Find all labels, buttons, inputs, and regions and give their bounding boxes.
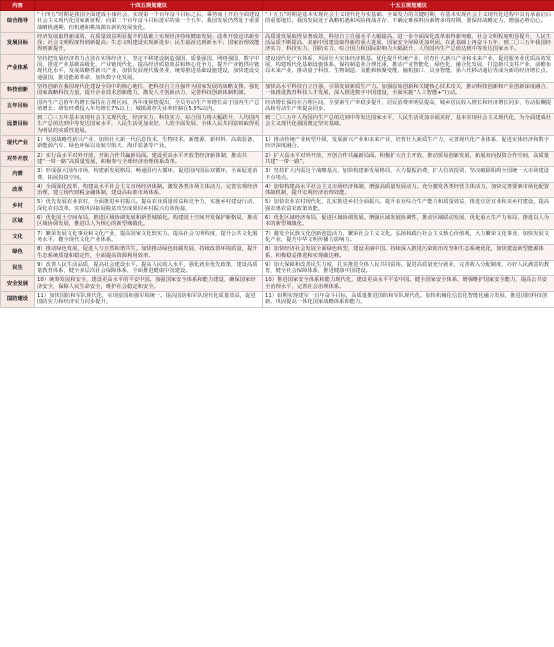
cell-14th-plan: 坚持创新在我国现代化建设全局中的核心地位，把科技自立自强作为国家发展的战略支撑。强化国家战略科技力量，提升企业技术创新能力，激发人才创新活力，完善科技创新体制机制。 <box>35 82 263 98</box>
table-row <box>1 82 554 98</box>
cell-15th-plan: 5）加快农业农村现代化，扎实推进乡村全面振兴。提升农业综合生产能力和质量效益，推进宜居宜业和美乡村建设，提高强农惠农富农政策效能。 <box>263 198 554 214</box>
cell-14th-plan: 1）发展战略性新兴产业，加快壮大新一代信息技术、生物技术、新能源、新材料、高端装备、新能源汽车、绿色环保以及航空航天、海洋装备等产业。 <box>35 136 263 152</box>
cell-15th-plan: 10）推进国家安全体系和能力现代化，建设更高水平平安中国。健全国家安全体系，增强维护国家安全能力，提高公共安全治理水平，完善社会治理体系。 <box>263 276 554 292</box>
cell-15th-plan: 7）激发全民族文化创新创造活力，繁荣社会主义文化。弘扬和践行社会主义核心价值观，大力繁荣文化事业，加快发展文化产业，提升中华文明传播力影响力。 <box>263 229 554 245</box>
cell-15th-plan: 1）推动传统产业转型升级，发展新兴产业和未来产业，培育壮大新质生产力，完善现代化产业体系，促进实体经济和数字经济深度融合。 <box>263 136 554 152</box>
cell-14th-plan: 11）加快国防和军队现代化，实现富国和强军相统一。提高国防和军队现代化质量效益，促进国防实力和经济实力同步提升。 <box>35 291 263 307</box>
row-label: 文化 <box>1 229 35 245</box>
row-label: 绿色 <box>1 245 35 261</box>
table-row <box>1 98 554 114</box>
row-label: 内需 <box>1 167 35 183</box>
row-label: 发展目标 <box>1 32 35 54</box>
row-label: 乡村 <box>1 198 35 214</box>
cell-15th-plan: 8）加快经济社会发展全面绿色转型，建设美丽中国。持续深入推进污染防治攻坚和生态系统优化，加快建设新型能源体系，积极稳妥推进和实现碳达峰。 <box>263 245 554 261</box>
row-label: 综合指导 <box>1 11 35 33</box>
table-row <box>1 54 554 82</box>
table-row <box>1 198 554 214</box>
cell-14th-plan: 坚持把发展经济着力点放在实体经济上，坚定不移建设制造强国、质量强国、网络强国、数字中国，推进产业基础高级化、产业链现代化，提高经济质量效益和核心竞争力。提升产业链供应链现代化水平，发展战略性新兴产业，加快发展现代服务业，统筹推进基础设施建设，加快建设交通强国，推进能源革命，加快数字化发展。 <box>35 54 263 82</box>
row-label: 产业体系 <box>1 54 35 82</box>
table-row <box>1 114 554 136</box>
cell-14th-plan: 2）实行高水平对外开放，开拓合作共赢新局面。建设更高水平开放型经济新体制，推动共建“一带一路”高质量发展，积极参与全球经济治理体系改革。 <box>35 151 263 167</box>
cell-14th-plan: 8）推动绿色发展，促进人与自然和谐共生。加快推动绿色低碳发展，持续改善环境质量，提升生态系统质量和稳定性，全面提高资源利用效率。 <box>35 245 263 261</box>
row-label: 现代产业 <box>1 136 35 152</box>
cell-15th-plan: 经济增长保持在合理区间，全要素生产率稳步提升，居民消费率明显提高，城乡居民收入增长和经济增长同步，劳动报酬提高和劳动生产率提高同步。 <box>263 98 554 114</box>
table-row <box>1 276 554 292</box>
header-15th-plan: 十五五规划建议 <box>263 1 554 11</box>
cell-15th-plan: 9）加大保障和改善民生力度，扎实推进全体人民共同富裕。促进高质量充分就业，完善收入分配制度，办好人民满意的教育，健全社会保障体系，推进健康中国建设。 <box>263 260 554 276</box>
row-label: 改革 <box>1 182 35 198</box>
table-row <box>1 167 554 183</box>
table-row <box>1 245 554 261</box>
cell-15th-plan: 11）如期实现建军一百年奋斗目标，高质量推进国防和军队现代化。加快机械化信息化智能化融合发展，推进国防科技创新，巩固提高一体化国家战略体系和能力。 <box>263 291 554 307</box>
cell-15th-plan: 到二〇三五年人均国内生产总值达到中等发达国家水平，人民生活更加幸福美好，基本实现社会主义现代化，为全面建成社会主义现代化强国奠定坚实基础。 <box>263 114 554 136</box>
table-row <box>1 182 554 198</box>
cell-14th-plan: 5）优先发展农业农村，全面推进乡村振兴。提高农业质量效益和竞争力，实施乡村建设行动，深化农村改革，实现巩固拓展脱贫攻坚成果同乡村振兴有效衔接。 <box>35 198 263 214</box>
table-row <box>1 229 554 245</box>
row-label: 五年目标 <box>1 98 35 114</box>
cell-15th-plan: 2）扩大高水平对外开放，开创合作共赢新局面。积极扩大自主开放，推动贸易创新发展，拓展双向投资合作空间，高质量共建“一带一路”。 <box>263 151 554 167</box>
table-row <box>1 151 554 167</box>
cell-15th-plan: 高质量发展取得显著成效，科技自立自强水平大幅提高，进一步全面深化改革取得新突破，社会文明程度明显提升，人民生活品质不断提高，美丽中国建设取得新的重大进展，国家安全屏障更加巩固。在此基础上再奋斗五年，到二〇三五年我国经济实力、科技实力、国防实力、综合国力和国际影响力大幅跃升，人均国内生产总值达到中等发达国家水平。 <box>263 32 554 54</box>
cell-15th-plan: 建设现代化产业体系，巩固壮大实体经济根基。优化提升传统产业，培育壮大新兴产业和未来产业，促进服务业优质高效发展，构建现代化基础设施体系。保持制造业合理比重，推动产业智能化、绿色化、融合化发展，打造新兴支柱产业，前瞻布局未来产业，推动量子科技、生物制造、氢能和核聚变能、脑机接口、具身智能、第六代移动通信等成为新的经济增长点。 <box>263 54 554 82</box>
cell-14th-plan: 9）改善人民生活品质，提高社会建设水平。提高人民收入水平，强化就业优先政策，建设高质量教育体系，健全多层次社会保障体系，全面推进健康中国建设。 <box>35 260 263 276</box>
cell-15th-plan: 4）加快构建高水平社会主义市场经济体制，增强高质量发展动力。充分激发各类经营主体活力，加快完善要素市场化配置体制机制，提升宏观经济治理效能。 <box>263 182 554 198</box>
table-row <box>1 11 554 33</box>
cell-14th-plan: “十四五”时期是我国全面建成小康社会、实现第一个百年奋斗目标之后，乘势而上开启全面建设社会主义现代化国家新征程、向第二个百年奋斗目标进军的第一个五年。我国发展仍然处于重要战略机遇期，但机遇和挑战都有新的发展变化。 <box>35 11 263 33</box>
cell-14th-plan: 10）统筹发展和安全，建设更高水平的平安中国。加强国家安全体系和能力建设，确保国家经济安全，保障人民生命安全，维护社会稳定和安全。 <box>35 276 263 292</box>
table-row <box>1 32 554 54</box>
table-row <box>1 260 554 276</box>
table-row <box>1 136 554 152</box>
header-14th-plan: 十四五规划建议 <box>35 1 263 11</box>
table-header-row <box>1 1 554 11</box>
table-row <box>1 214 554 230</box>
cell-15th-plan: “十五五”时期是基本实现社会主义现代化夯实基础、全面发力的关键时期，在基本实现社会主义现代化进程中具有承前启后的重要地位。我国发展处于战略机遇和风险挑战并存、不确定难预料因素增多的时期，要保持战略定力，增强必胜信心。 <box>263 11 554 33</box>
row-label: 民生 <box>1 260 35 276</box>
cell-14th-plan: 经济发展取得新成效，在质量效益明显提升的基础上实现经济持续健康发展；改革开放迈出新步伐；社会文明程度得到新提高；生态文明建设实现新进步；民生福祉达到新水平；国家治理效能得到新提升。 <box>35 32 263 54</box>
cell-15th-plan: 加快高水平科技自立自强，引领发展新质生产力。加强原始创新和关键核心技术攻关，推动科技创新和产业创新深度融合，一体推进教育科技人才发展，深入推进数字中国建设，全面实施“人工智能+”行动。 <box>263 82 554 98</box>
table-row <box>1 291 554 307</box>
row-label: 对外开放 <box>1 151 35 167</box>
cell-14th-plan: 国内生产总值年均增长保持在合理区间、各年度视情提出，全员劳动生产率增长高于国内生产总值增长；研发经费投入年均增长7%以上；城镇调查失业率控制在5.5%以内。 <box>35 98 263 114</box>
cell-14th-plan: 4）全面深化改革，构建高水平社会主义市场经济体制。激发各类市场主体活力，完善宏观经济治理，建立现代财税金融体制，建设高标准市场体系。 <box>35 182 263 198</box>
comparison-table <box>0 0 554 308</box>
row-label: 区域 <box>1 214 35 230</box>
row-label: 远景目标 <box>1 114 35 136</box>
cell-15th-plan: 6）优化区域经济布局，促进区域协调发展。增强区域发展协调性，推动区域联动发展，优化重大生产力布局，推进以人为本的新型城镇化。 <box>263 214 554 230</box>
cell-14th-plan: 3）形成强大国内市场，构建新发展格局。畅通国内大循环，促进国内国际双循环，全面促进消费，拓展投资空间。 <box>35 167 263 183</box>
cell-14th-plan: 6）优化国土空间布局，推进区域协调发展和新型城镇化。构建国土空间开发保护新格局，推动区域协调发展，推进以人为核心的新型城镇化。 <box>35 214 263 230</box>
cell-14th-plan: 7）繁荣发展文化事业和文化产业，提高国家文化软实力。提高社会文明程度，提升公共文化服务水平，健全现代文化产业体系。 <box>35 229 263 245</box>
cell-15th-plan: 3）坚持扩大内需这个战略基点，加快构建新发展格局，大力提振消费，扩大有效投资，坚决破除阻碍全国统一大市场建设卡点堵点。 <box>263 167 554 183</box>
header-category: 内容 <box>1 1 35 11</box>
cell-14th-plan: 到二〇三五年基本实现社会主义现代化，经济实力、科技实力、综合国力将大幅跃升，人均国内生产总值达到中等发达国家水平，人民生活更加美好，人的全面发展、全体人民共同富裕取得更为明显的实质性进展。 <box>35 114 263 136</box>
row-label: 安全发展 <box>1 276 35 292</box>
row-label: 科技创新 <box>1 82 35 98</box>
row-label: 国防建设 <box>1 291 35 307</box>
